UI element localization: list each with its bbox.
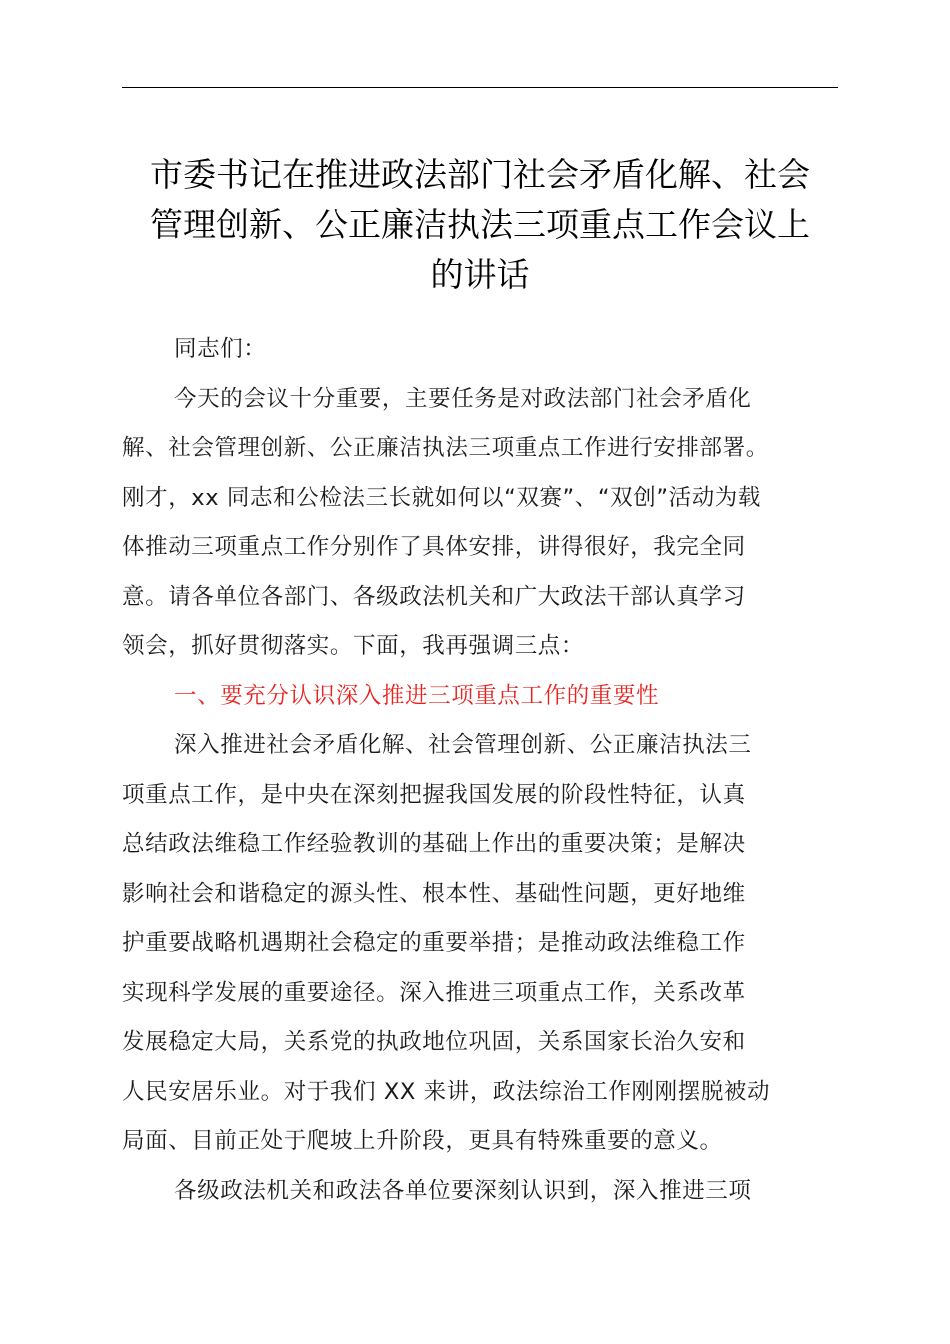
paragraph-line: 体推动三项重点工作分别作了具体安排，讲得很好，我完全同 (122, 534, 746, 560)
paragraph-line: 实现科学发展的重要途径。深入推进三项重点工作，关系改革 (122, 979, 746, 1006)
paragraph-line: 护重要战略机遇期社会稳定的重要举措；是推动政法维稳工作 (122, 930, 746, 956)
paragraph-line: 影响社会和谐稳定的源头性、根本性、基础性问题，更好地维 (122, 880, 746, 907)
paragraph-line: 项重点工作，是中央在深刻把握我国发展的阶段性特征，认真 (122, 781, 746, 808)
title-line: 管理创新、公正廉洁执法三项重点工作会议上 (150, 205, 810, 244)
paragraph-line: 各级政法机关和政法各单位要深刻认识到，深入推进三项 (174, 1177, 752, 1204)
paragraph-line: 深入推进社会矛盾化解、社会管理创新、公正廉洁执法三 (174, 732, 752, 758)
paragraph-line: 今天的会议十分重要，主要任务是对政法部门社会矛盾化 (174, 385, 752, 412)
paragraph-line: 意。请各单位各部门、各级政法机关和广大政法干部认真学习 (122, 583, 746, 610)
paragraph-line: 局面、目前正处于爬坡上升阶段，更具有特殊重要的意义。 (122, 1128, 723, 1154)
header-rule (122, 87, 838, 88)
section-heading: 一、要充分认识深入推进三项重点工作的重要性 (174, 682, 660, 709)
paragraph-1 (122, 375, 838, 672)
paragraph-line: 人民安居乐业。对于我们 XX 来讲，政法综治工作刚刚摆脱被动 (122, 1078, 771, 1105)
title-line: 的讲话 (430, 255, 530, 294)
paragraph-line: 领会，抓好贯彻落实。下面，我再强调三点： (122, 633, 585, 659)
paragraph-line: 刚才，xx 同志和公检法三长就如何以“双赛”、“双创”活动为载 (122, 484, 762, 511)
document-body (122, 325, 838, 1216)
paragraph-line: 发展稳定大局，关系党的执政地位巩固，关系国家长治久安和 (122, 1029, 746, 1055)
salutation: 同志们： (174, 336, 267, 362)
paragraph-line: 总结政法维稳工作经验教训的基础上作出的重要决策；是解决 (122, 831, 746, 857)
paragraph-2 (122, 721, 838, 1167)
paragraph-line: 解、社会管理创新、公正廉洁执法三项重点工作进行安排部署。 (122, 435, 769, 461)
document-title (122, 150, 838, 300)
paragraph-3 (122, 1167, 838, 1217)
title-line: 市委书记在推进政法部门社会矛盾化解、社会 (150, 155, 810, 194)
